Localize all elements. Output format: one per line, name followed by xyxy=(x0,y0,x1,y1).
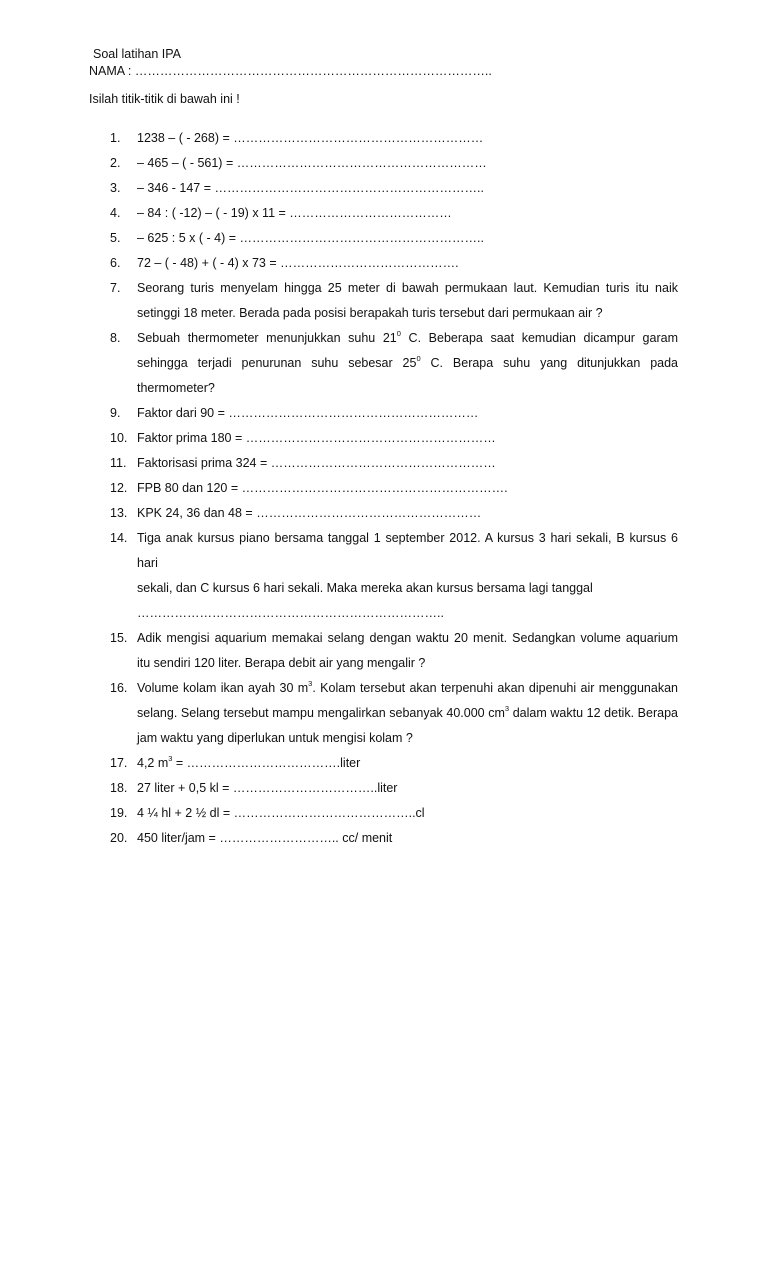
question-12 xyxy=(0,476,768,501)
question-8 xyxy=(0,326,768,401)
question-number: 20. xyxy=(110,831,128,845)
question-text: KPK 24, 36 dan 48 = ……………………………………………… xyxy=(137,506,482,520)
superscript: 3 xyxy=(308,679,313,688)
question-number: 10. xyxy=(110,431,128,445)
superscript: 0 xyxy=(416,354,421,363)
question-number: 13. xyxy=(110,506,128,520)
question-text: jam waktu yang diperlukan untuk mengisi kolam ? xyxy=(137,731,413,745)
question-text: – 346 - 147 = ……………………………………………………….. xyxy=(137,181,484,195)
question-text: thermometer? xyxy=(137,381,215,395)
question-19 xyxy=(0,801,768,826)
question-number: 1. xyxy=(110,131,121,145)
question-text: 450 liter/jam = ……………………….. cc/ menit xyxy=(137,831,393,845)
question-5 xyxy=(0,226,768,251)
question-20 xyxy=(0,826,768,851)
question-text: Seorang turis menyelam hingga 25 meter di bawah permukaan laut. Kemudian turis itu naik xyxy=(137,281,678,295)
question-text: – 465 – ( - 561) = …………………………………………………… xyxy=(137,156,487,170)
question-text: Adik mengisi aquarium memakai selang dengan waktu 20 menit. Sedangkan volume aquarium xyxy=(137,631,678,645)
question-text: FPB 80 dan 120 = ………………………………………………………. xyxy=(137,481,508,495)
question-text: – 84 : ( -12) – ( - 19) x 11 = ………………………………… xyxy=(137,206,452,220)
question-number: 11. xyxy=(110,456,127,470)
question-4 xyxy=(0,201,768,226)
question-number: 12. xyxy=(110,481,128,495)
question-number: 16. xyxy=(110,681,128,695)
question-number: 6. xyxy=(110,256,121,270)
question-13 xyxy=(0,501,768,526)
question-11 xyxy=(0,451,768,476)
question-text: Faktor prima 180 = …………………………………………………… xyxy=(137,431,496,445)
question-text: sekali, dan C kursus 6 hari sekali. Maka mereka akan kursus bersama lagi tanggal xyxy=(137,581,593,595)
question-number: 9. xyxy=(110,406,121,420)
question-3 xyxy=(0,176,768,201)
question-text-line: Sebuah thermometer menunjukkan suhu $21^0$ C. Beberapa saat kemudian dicampur garam xyxy=(137,329,678,345)
question-text: – 625 : 5 x ( - 4) = ………………………………………………….. xyxy=(137,231,484,245)
question-number: 3. xyxy=(110,181,121,195)
question-text: itu sendiri 120 liter. Berapa debit air yang mengalir ? xyxy=(137,656,426,670)
name-line: NAMA : ………………………………………………………………………….. xyxy=(89,64,492,78)
question-2 xyxy=(0,151,768,176)
question-text: 27 liter + 0,5 kl = ……………………………..liter xyxy=(137,781,398,795)
superscript: 3 xyxy=(168,754,173,763)
question-number: 18. xyxy=(110,781,128,795)
question-text: ……………………………………………………………….. xyxy=(137,606,444,620)
question-text: 1238 – ( - 268) = …………………………………………………… xyxy=(137,131,484,145)
question-number: 14. xyxy=(110,531,128,545)
question-number: 8. xyxy=(110,331,121,345)
worksheet-title: Soal latihan IPA xyxy=(93,47,182,61)
question-number: 15. xyxy=(110,631,128,645)
question-text-line: selang. Selang tersebut mampu mengalirkan sebanyak 40.000 $cm^3$ dalam waktu 12 detik. Berapa xyxy=(137,704,678,720)
question-number: 7. xyxy=(110,281,121,295)
question-number: 19. xyxy=(110,806,128,820)
question-text: Tiga anak kursus piano bersama tanggal 1 september 2012. A kursus 3 hari sekali, B kursus 6 hari xyxy=(137,531,678,570)
question-text-line: Volume kolam ikan ayah 30 $m^3$. Kolam tersebut akan terpenuhi akan dipenuhi air menggunakan xyxy=(137,679,678,695)
question-number: 4. xyxy=(110,206,121,220)
question-text: 4,2 $m^3$ = ……………………………….liter xyxy=(137,754,361,770)
question-18 xyxy=(0,776,768,801)
superscript: 3 xyxy=(504,704,510,713)
question-text: 4 ¼ hl + 2 ½ dl = ……………………………………..cl xyxy=(137,806,425,820)
question-16 xyxy=(0,676,768,751)
question-text: setinggi 18 meter. Berada pada posisi berapakah turis tersebut dari permukaan air ? xyxy=(137,306,603,320)
question-text: Faktor dari 90 = …………………………………………………… xyxy=(137,406,479,420)
question-list xyxy=(0,126,768,851)
question-9 xyxy=(0,401,768,426)
question-7 xyxy=(0,276,768,326)
instruction: Isilah titik-titik di bawah ini ! xyxy=(89,92,240,106)
question-text-line: sehingga terjadi penurunan suhu sebesar $25^0$ C. Berapa suhu yang ditunjukkan pada xyxy=(137,354,679,370)
question-number: 17. xyxy=(110,756,128,770)
question-15 xyxy=(0,626,768,676)
question-number: 5. xyxy=(110,231,121,245)
question-6 xyxy=(0,251,768,276)
question-14 xyxy=(0,526,768,626)
question-17 xyxy=(0,751,768,776)
question-text: 72 – ( - 48) + ( - 4) x 73 = ……………………………………. xyxy=(137,256,459,270)
question-text: Faktorisasi prima 324 = ……………………………………………… xyxy=(137,456,496,470)
question-number: 2. xyxy=(110,156,121,170)
question-1 xyxy=(0,126,768,151)
superscript: 0 xyxy=(396,329,401,338)
question-10 xyxy=(0,426,768,451)
